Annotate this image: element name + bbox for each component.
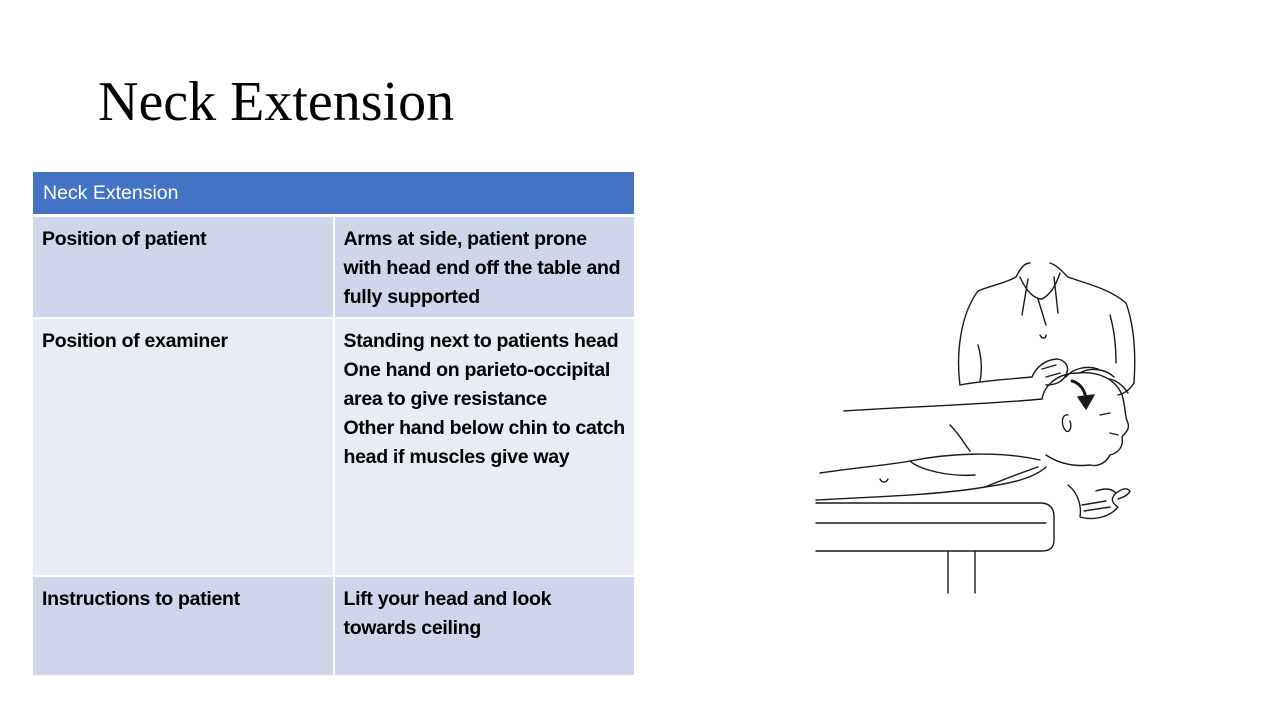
exam-table-drawing — [816, 503, 1054, 593]
row-value — [334, 318, 635, 576]
row-value — [334, 576, 635, 675]
arrow-down-icon — [1072, 381, 1094, 409]
row-value-line: One hand on parieto-occipital area to give resistance — [343, 359, 610, 410]
row-label: Instructions to patient — [33, 576, 334, 675]
slide-title: Neck Extension — [98, 71, 455, 133]
row-label: Position of patient — [33, 216, 334, 319]
examiner-drawing — [959, 263, 1135, 395]
row-value — [334, 216, 635, 319]
neck-extension-test-illustration — [810, 255, 1140, 600]
neck-extension-table — [33, 172, 634, 675]
table-row — [33, 216, 634, 319]
table-row — [33, 576, 634, 675]
row-value-line: Standing next to patients head — [343, 330, 619, 352]
row-value-line: Lift your head and look towards ceiling — [343, 588, 552, 639]
table-row — [33, 318, 634, 576]
table-header: Neck Extension — [33, 172, 634, 216]
row-value-line: Other hand below chin to catch head if muscles give way — [343, 417, 625, 468]
row-value-line: Arms at side, patient prone with head end off the table and fully supported — [343, 228, 621, 308]
row-label: Position of examiner — [33, 318, 334, 576]
